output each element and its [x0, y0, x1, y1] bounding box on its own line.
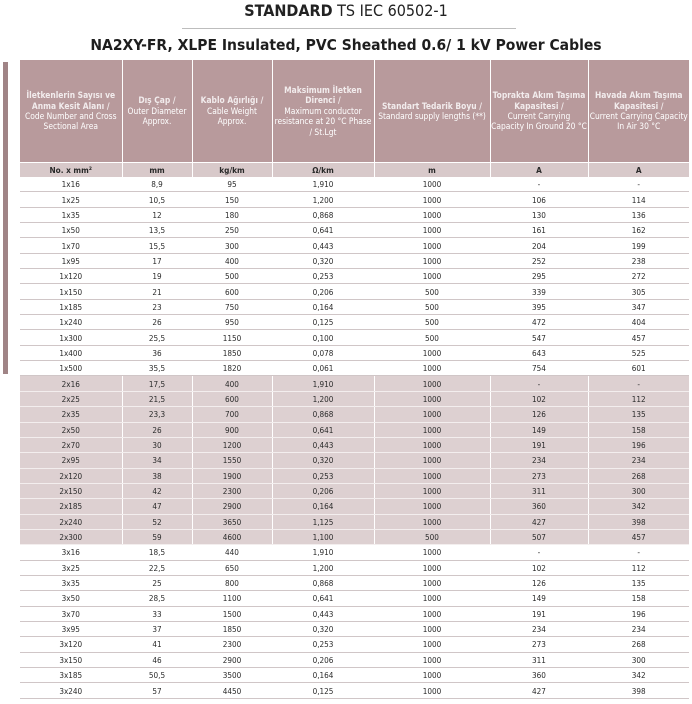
- cell-diameter: 22,5: [122, 560, 192, 575]
- cell-current-air: 268: [588, 637, 689, 652]
- cell-current-ground: 161: [490, 223, 588, 238]
- cell-resistance: 1,200: [272, 391, 374, 406]
- table-row: [20, 545, 689, 560]
- cell-supply-length: 1000: [374, 514, 490, 529]
- cell-supply-length: 1000: [374, 560, 490, 575]
- table-row: [20, 253, 689, 268]
- cell-current-air: 300: [588, 652, 689, 667]
- cell-weight: 1200: [192, 437, 272, 452]
- cell-weight: 1850: [192, 621, 272, 636]
- cell-current-air: 238: [588, 253, 689, 268]
- cell-diameter: 37: [122, 621, 192, 636]
- cell-code: 2x150: [20, 483, 122, 498]
- table-row: [20, 560, 689, 575]
- cell-resistance: 0,125: [272, 683, 374, 698]
- cell-weight: 1500: [192, 606, 272, 621]
- cable-title: NA2XY-FR, XLPE Insulated, PVC Sheathed 0.6/ 1 kV Power Cables: [90, 36, 602, 54]
- cell-current-ground: 234: [490, 621, 588, 636]
- cell-current-air: 342: [588, 499, 689, 514]
- cell-code: 3x120: [20, 637, 122, 652]
- cell-current-ground: 149: [490, 591, 588, 606]
- cell-code: 3x240: [20, 683, 122, 698]
- cell-supply-length: 1000: [374, 345, 490, 360]
- cell-diameter: 59: [122, 529, 192, 544]
- cell-current-ground: 339: [490, 284, 588, 299]
- cell-diameter: 41: [122, 637, 192, 652]
- cell-resistance: 0,868: [272, 407, 374, 422]
- units-row: [20, 163, 689, 178]
- cell-resistance: 0,164: [272, 668, 374, 683]
- cell-diameter: 23,3: [122, 407, 192, 422]
- cell-code: 2x35: [20, 407, 122, 422]
- cell-code: 1x300: [20, 330, 122, 345]
- cell-diameter: 35,5: [122, 361, 192, 376]
- cell-current-ground: 360: [490, 668, 588, 683]
- cell-current-ground: 102: [490, 391, 588, 406]
- cell-supply-length: 1000: [374, 453, 490, 468]
- col-header-diameter: Dış Çap / Outer Diameter Approx.: [122, 60, 192, 163]
- cell-current-air: 305: [588, 284, 689, 299]
- cell-code: 3x50: [20, 591, 122, 606]
- cell-weight: 3500: [192, 668, 272, 683]
- cell-diameter: 52: [122, 514, 192, 529]
- cell-diameter: 17,5: [122, 376, 192, 391]
- cell-current-ground: 149: [490, 422, 588, 437]
- cell-code: 1x25: [20, 192, 122, 207]
- cell-current-ground: 191: [490, 606, 588, 621]
- cell-code: 2x50: [20, 422, 122, 437]
- cell-resistance: 1,910: [272, 376, 374, 391]
- cell-current-ground: 311: [490, 652, 588, 667]
- cell-resistance: 0,320: [272, 621, 374, 636]
- cell-diameter: 25,5: [122, 330, 192, 345]
- cell-supply-length: 1000: [374, 606, 490, 621]
- cell-current-air: 112: [588, 560, 689, 575]
- cell-diameter: 21,5: [122, 391, 192, 406]
- cell-resistance: 1,200: [272, 192, 374, 207]
- cell-resistance: 0,443: [272, 437, 374, 452]
- cell-supply-length: 1000: [374, 683, 490, 698]
- cable-spec-table: [20, 60, 689, 699]
- cell-supply-length: 500: [374, 284, 490, 299]
- cell-current-ground: 547: [490, 330, 588, 345]
- cell-resistance: 0,443: [272, 606, 374, 621]
- cell-weight: 950: [192, 315, 272, 330]
- cell-weight: 1150: [192, 330, 272, 345]
- cell-weight: 500: [192, 269, 272, 284]
- cell-current-ground: 102: [490, 560, 588, 575]
- cell-resistance: 1,910: [272, 545, 374, 560]
- table-row: [20, 269, 689, 284]
- cell-supply-length: 1000: [374, 499, 490, 514]
- cell-diameter: 36: [122, 345, 192, 360]
- cell-weight: 180: [192, 207, 272, 222]
- column-header-row: [20, 60, 689, 163]
- cell-diameter: 34: [122, 453, 192, 468]
- cell-weight: 400: [192, 376, 272, 391]
- table-row: [20, 207, 689, 222]
- cell-code: 1x35: [20, 207, 122, 222]
- cell-resistance: 0,125: [272, 315, 374, 330]
- cell-current-air: 234: [588, 453, 689, 468]
- cell-resistance: 1,100: [272, 529, 374, 544]
- table-row: [20, 468, 689, 483]
- cell-current-air: 158: [588, 591, 689, 606]
- cell-supply-length: 1000: [374, 407, 490, 422]
- table-row: [20, 361, 689, 376]
- table-row: [20, 591, 689, 606]
- cell-supply-length: 1000: [374, 238, 490, 253]
- cell-current-ground: 395: [490, 299, 588, 314]
- cell-diameter: 12: [122, 207, 192, 222]
- table-row: [20, 652, 689, 667]
- cell-resistance: 0,253: [272, 269, 374, 284]
- table-row: [20, 575, 689, 590]
- cell-supply-length: 1000: [374, 207, 490, 222]
- table-row: [20, 668, 689, 683]
- cell-supply-length: 500: [374, 529, 490, 544]
- unit-code: No. x mm²: [20, 163, 122, 178]
- cell-current-air: 272: [588, 269, 689, 284]
- cell-code: 2x95: [20, 453, 122, 468]
- title-divider: [182, 28, 516, 29]
- cell-weight: 2300: [192, 483, 272, 498]
- table-row: [20, 223, 689, 238]
- cell-weight: 650: [192, 560, 272, 575]
- cell-diameter: 19: [122, 269, 192, 284]
- cell-weight: 3650: [192, 514, 272, 529]
- cell-current-air: 199: [588, 238, 689, 253]
- cell-code: 2x300: [20, 529, 122, 544]
- cell-code: 3x185: [20, 668, 122, 683]
- cell-resistance: 0,443: [272, 238, 374, 253]
- cell-diameter: 57: [122, 683, 192, 698]
- cell-supply-length: 1000: [374, 545, 490, 560]
- cell-resistance: 1,200: [272, 560, 374, 575]
- cell-weight: 900: [192, 422, 272, 437]
- cell-current-air: 342: [588, 668, 689, 683]
- cell-weight: 700: [192, 407, 272, 422]
- cell-diameter: 8,9: [122, 177, 192, 192]
- cell-supply-length: 1000: [374, 483, 490, 498]
- cell-resistance: 0,164: [272, 499, 374, 514]
- cell-current-air: 196: [588, 606, 689, 621]
- table-row: [20, 238, 689, 253]
- cell-supply-length: 500: [374, 330, 490, 345]
- table-row: [20, 529, 689, 544]
- cell-weight: 2300: [192, 637, 272, 652]
- cell-resistance: 0,061: [272, 361, 374, 376]
- table-row: [20, 177, 689, 192]
- cell-current-air: 162: [588, 223, 689, 238]
- cell-weight: 150: [192, 192, 272, 207]
- cell-diameter: 25: [122, 575, 192, 590]
- cell-weight: 1900: [192, 468, 272, 483]
- unit-resistance: Ω/km: [272, 163, 374, 178]
- cell-supply-length: 1000: [374, 269, 490, 284]
- table-row: [20, 637, 689, 652]
- cell-current-air: 601: [588, 361, 689, 376]
- cell-supply-length: 1000: [374, 177, 490, 192]
- col-header-supply-length: Standart Tedarik Boyu / Standard supply lengths (**): [374, 60, 490, 163]
- cell-supply-length: 1000: [374, 637, 490, 652]
- table-row: [20, 376, 689, 391]
- cell-diameter: 47: [122, 499, 192, 514]
- table-row: [20, 499, 689, 514]
- cell-diameter: 26: [122, 315, 192, 330]
- table-row: [20, 437, 689, 452]
- table-row: [20, 407, 689, 422]
- cell-code: 3x25: [20, 560, 122, 575]
- cell-supply-length: 1000: [374, 668, 490, 683]
- table-row: [20, 192, 689, 207]
- cell-code: 1x120: [20, 269, 122, 284]
- cell-supply-length: 1000: [374, 575, 490, 590]
- cell-diameter: 26: [122, 422, 192, 437]
- cell-current-air: -: [588, 545, 689, 560]
- cell-current-air: -: [588, 177, 689, 192]
- cell-resistance: 0,164: [272, 299, 374, 314]
- table-row: [20, 299, 689, 314]
- table-row: [20, 422, 689, 437]
- cell-current-ground: 106: [490, 192, 588, 207]
- table-row: [20, 606, 689, 621]
- cell-diameter: 10,5: [122, 192, 192, 207]
- cell-current-air: -: [588, 376, 689, 391]
- cell-weight: 95: [192, 177, 272, 192]
- cell-code: 3x70: [20, 606, 122, 621]
- cell-current-air: 135: [588, 575, 689, 590]
- cell-code: 3x95: [20, 621, 122, 636]
- cell-current-air: 347: [588, 299, 689, 314]
- cell-code: 2x16: [20, 376, 122, 391]
- cell-code: 1x150: [20, 284, 122, 299]
- cell-current-air: 268: [588, 468, 689, 483]
- standard-code: TS IEC 60502-1: [337, 1, 448, 20]
- cell-weight: 1850: [192, 345, 272, 360]
- table-row: [20, 483, 689, 498]
- cell-current-ground: -: [490, 177, 588, 192]
- cell-current-ground: 427: [490, 514, 588, 529]
- cell-current-air: 525: [588, 345, 689, 360]
- cell-code: 2x185: [20, 499, 122, 514]
- cell-supply-length: 1000: [374, 376, 490, 391]
- cell-code: 1x500: [20, 361, 122, 376]
- cell-resistance: 0,206: [272, 483, 374, 498]
- cell-supply-length: 1000: [374, 422, 490, 437]
- cell-diameter: 38: [122, 468, 192, 483]
- col-header-code: İletkenlerin Sayısı ve Anma Kesit Alanı / Code Number and Cross Sectional Area: [20, 60, 122, 163]
- cell-supply-length: 500: [374, 315, 490, 330]
- cell-current-ground: 234: [490, 453, 588, 468]
- cell-code: 1x400: [20, 345, 122, 360]
- cell-code: 1x50: [20, 223, 122, 238]
- cell-current-ground: -: [490, 545, 588, 560]
- cell-code: 3x16: [20, 545, 122, 560]
- cell-current-air: 404: [588, 315, 689, 330]
- cell-weight: 800: [192, 575, 272, 590]
- cell-code: 3x150: [20, 652, 122, 667]
- accent-side-bar: [3, 62, 8, 374]
- table-row: [20, 453, 689, 468]
- cell-code: 2x70: [20, 437, 122, 452]
- cell-resistance: 0,868: [272, 207, 374, 222]
- table-row: [20, 330, 689, 345]
- standard-heading: [0, 0, 692, 22]
- cell-current-ground: 273: [490, 468, 588, 483]
- cell-code: 2x240: [20, 514, 122, 529]
- cell-weight: 400: [192, 253, 272, 268]
- cell-resistance: 0,320: [272, 253, 374, 268]
- cell-resistance: 1,125: [272, 514, 374, 529]
- cell-supply-length: 1000: [374, 361, 490, 376]
- table-row: [20, 621, 689, 636]
- cell-current-air: 300: [588, 483, 689, 498]
- cell-current-air: 112: [588, 391, 689, 406]
- cell-supply-length: 1000: [374, 192, 490, 207]
- cell-diameter: 18,5: [122, 545, 192, 560]
- cell-diameter: 28,5: [122, 591, 192, 606]
- cell-weight: 600: [192, 391, 272, 406]
- cell-resistance: 0,641: [272, 422, 374, 437]
- cell-weight: 440: [192, 545, 272, 560]
- cell-resistance: 0,253: [272, 468, 374, 483]
- cell-current-ground: 360: [490, 499, 588, 514]
- cell-supply-length: 1000: [374, 591, 490, 606]
- unit-current-ground: A: [490, 163, 588, 178]
- cell-code: 3x35: [20, 575, 122, 590]
- cell-current-ground: 311: [490, 483, 588, 498]
- col-header-resistance: Maksimum İletken Direnci / Maximum conductor resistance at 20 °C Phase / St.Lgt: [272, 60, 374, 163]
- cell-current-air: 457: [588, 330, 689, 345]
- cell-current-ground: -: [490, 376, 588, 391]
- standard-label: STANDARD: [244, 1, 333, 20]
- table-row: [20, 284, 689, 299]
- cell-current-air: 114: [588, 192, 689, 207]
- cell-resistance: 0,206: [272, 284, 374, 299]
- cell-current-air: 398: [588, 514, 689, 529]
- col-header-current-ground: Toprakta Akım Taşıma Kapasitesi / Current Carrying Capacity In Ground 20 °C: [490, 60, 588, 163]
- cell-weight: 750: [192, 299, 272, 314]
- cell-supply-length: 500: [374, 299, 490, 314]
- cell-resistance: 0,206: [272, 652, 374, 667]
- cell-current-air: 234: [588, 621, 689, 636]
- cell-code: 2x120: [20, 468, 122, 483]
- cell-diameter: 50,5: [122, 668, 192, 683]
- cell-weight: 4600: [192, 529, 272, 544]
- cell-current-air: 158: [588, 422, 689, 437]
- cell-supply-length: 1000: [374, 621, 490, 636]
- cell-resistance: 0,868: [272, 575, 374, 590]
- unit-weight: kg/km: [192, 163, 272, 178]
- cell-code: 1x70: [20, 238, 122, 253]
- cell-weight: 2900: [192, 499, 272, 514]
- table-row: [20, 514, 689, 529]
- cell-supply-length: 1000: [374, 468, 490, 483]
- cell-supply-length: 1000: [374, 223, 490, 238]
- cell-current-air: 457: [588, 529, 689, 544]
- cell-diameter: 42: [122, 483, 192, 498]
- cell-current-ground: 191: [490, 437, 588, 452]
- cell-resistance: 1,910: [272, 177, 374, 192]
- cell-resistance: 0,100: [272, 330, 374, 345]
- cell-current-ground: 643: [490, 345, 588, 360]
- cell-code: 1x16: [20, 177, 122, 192]
- cell-current-ground: 427: [490, 683, 588, 698]
- cell-supply-length: 1000: [374, 391, 490, 406]
- cell-current-ground: 295: [490, 269, 588, 284]
- cell-current-ground: 126: [490, 575, 588, 590]
- cell-current-ground: 130: [490, 207, 588, 222]
- table-body: [20, 177, 689, 698]
- cell-resistance: 0,641: [272, 591, 374, 606]
- cell-current-ground: 507: [490, 529, 588, 544]
- table-row: [20, 315, 689, 330]
- cell-code: 1x240: [20, 315, 122, 330]
- cell-diameter: 30: [122, 437, 192, 452]
- cell-weight: 1820: [192, 361, 272, 376]
- cell-current-ground: 204: [490, 238, 588, 253]
- cell-current-ground: 252: [490, 253, 588, 268]
- cell-supply-length: 1000: [374, 437, 490, 452]
- cell-current-air: 398: [588, 683, 689, 698]
- cell-weight: 1550: [192, 453, 272, 468]
- cell-weight: 600: [192, 284, 272, 299]
- cell-code: 1x185: [20, 299, 122, 314]
- table-row: [20, 683, 689, 698]
- cell-weight: 300: [192, 238, 272, 253]
- unit-diameter: mm: [122, 163, 192, 178]
- cell-current-ground: 273: [490, 637, 588, 652]
- cell-diameter: 33: [122, 606, 192, 621]
- unit-supply-length: m: [374, 163, 490, 178]
- cell-supply-length: 1000: [374, 652, 490, 667]
- cell-diameter: 46: [122, 652, 192, 667]
- cell-current-ground: 754: [490, 361, 588, 376]
- table-row: [20, 345, 689, 360]
- cell-resistance: 0,078: [272, 345, 374, 360]
- cell-supply-length: 1000: [374, 253, 490, 268]
- cell-weight: 250: [192, 223, 272, 238]
- cell-weight: 4450: [192, 683, 272, 698]
- unit-current-air: A: [588, 163, 689, 178]
- cell-diameter: 21: [122, 284, 192, 299]
- col-header-weight: Kablo Ağırlığı / Cable Weight Approx.: [192, 60, 272, 163]
- cell-diameter: 23: [122, 299, 192, 314]
- cell-diameter: 13,5: [122, 223, 192, 238]
- cell-resistance: 0,641: [272, 223, 374, 238]
- cell-current-air: 135: [588, 407, 689, 422]
- cell-weight: 2900: [192, 652, 272, 667]
- cell-code: 2x25: [20, 391, 122, 406]
- cell-code: 1x95: [20, 253, 122, 268]
- cell-resistance: 0,253: [272, 637, 374, 652]
- col-header-current-air: Havada Akım Taşıma Kapasitesi / Current Carrying Capacity In Air 30 °C: [588, 60, 689, 163]
- cell-current-air: 196: [588, 437, 689, 452]
- cell-current-ground: 472: [490, 315, 588, 330]
- cell-weight: 1100: [192, 591, 272, 606]
- cell-diameter: 17: [122, 253, 192, 268]
- table-row: [20, 391, 689, 406]
- cell-resistance: 0,320: [272, 453, 374, 468]
- cell-current-air: 136: [588, 207, 689, 222]
- cell-diameter: 15,5: [122, 238, 192, 253]
- cell-current-ground: 126: [490, 407, 588, 422]
